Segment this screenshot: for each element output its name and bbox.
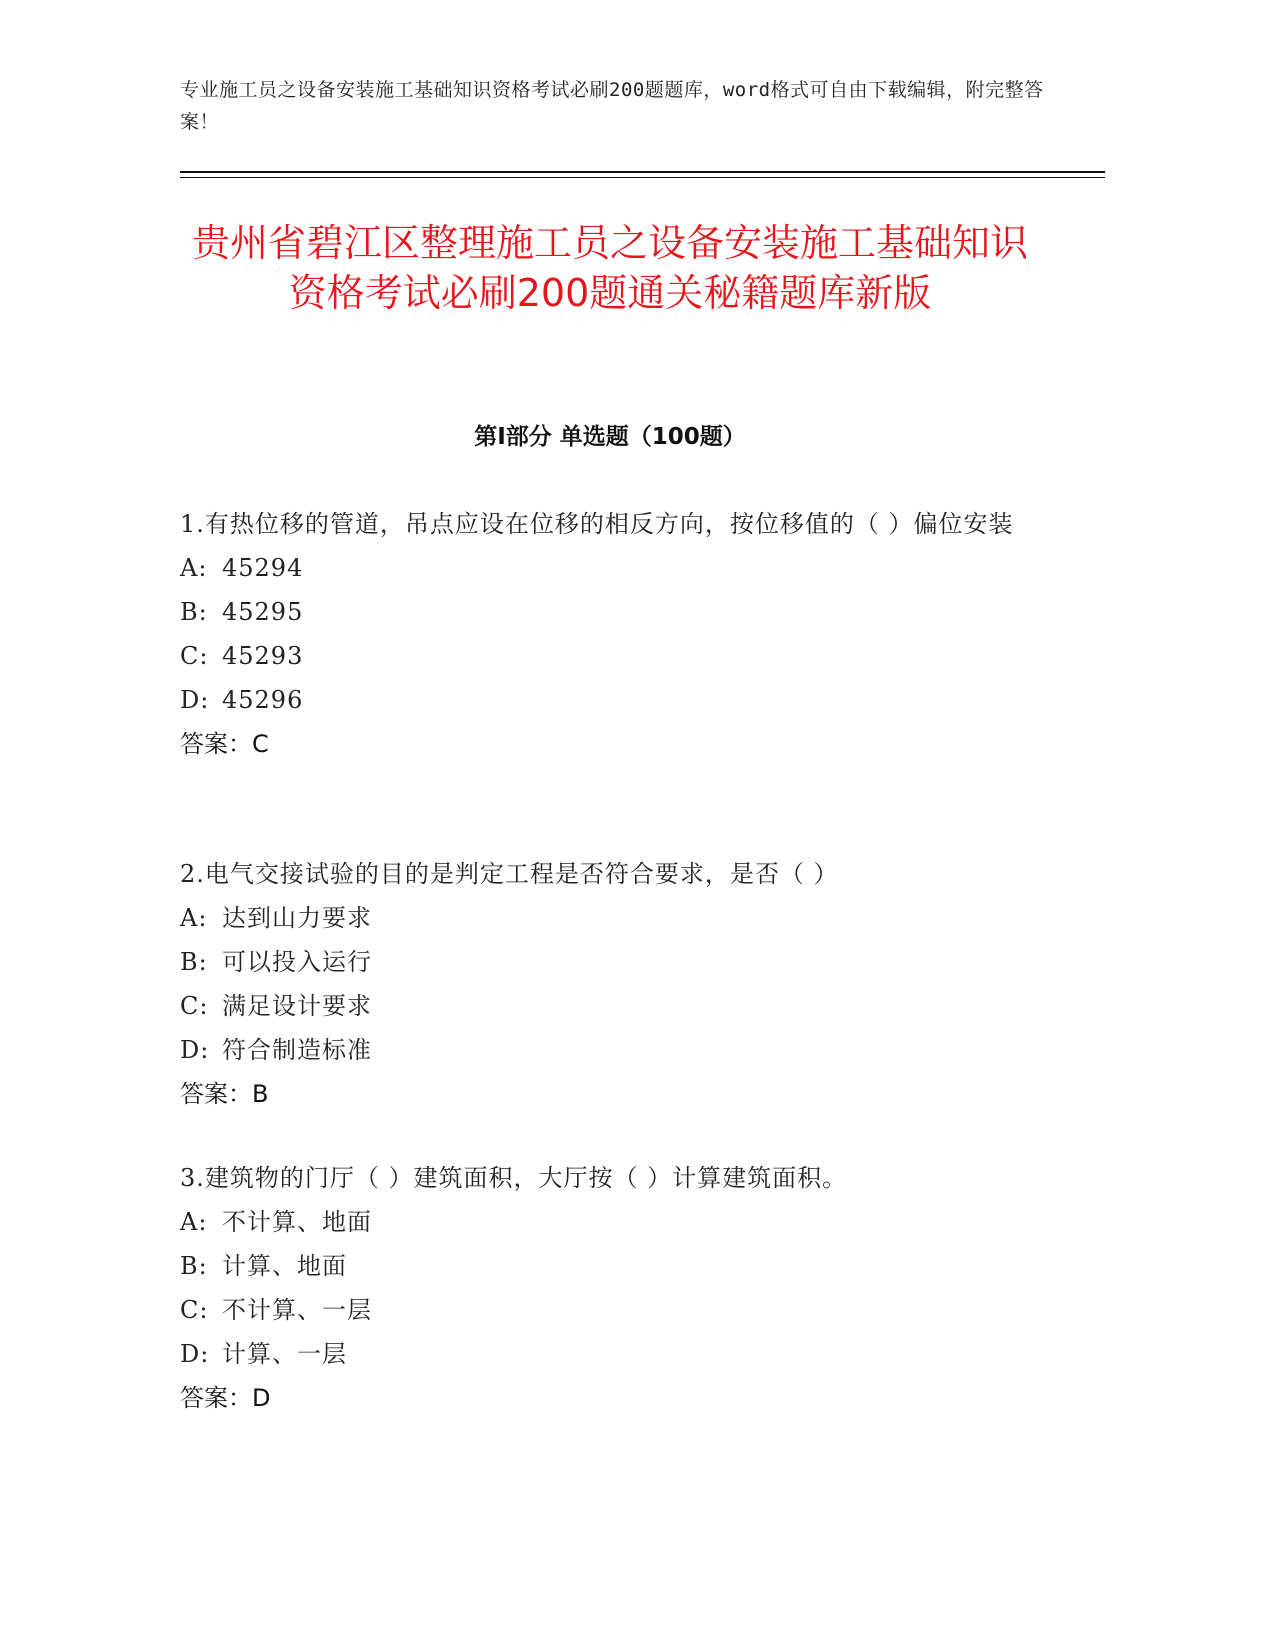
option-text: 不计算、地面 bbox=[222, 1208, 372, 1236]
option-letter: D: bbox=[180, 1340, 210, 1368]
option-text: 45295 bbox=[222, 598, 304, 626]
option-letter: C: bbox=[180, 992, 209, 1020]
option-text: 45293 bbox=[222, 642, 304, 670]
answer: 答案：B bbox=[180, 1080, 269, 1108]
option-letter: A: bbox=[180, 1208, 208, 1236]
option-letter: D: bbox=[180, 686, 210, 714]
question-stem: 1.有热位移的管道，吊点应设在位移的相反方向，按位移值的（ ）偏位安装 bbox=[180, 510, 1014, 538]
option-text: 不计算、一层 bbox=[222, 1296, 372, 1324]
section-title: 第Ⅰ部分 单选题（100题） bbox=[474, 424, 746, 450]
option-text: 满足设计要求 bbox=[222, 992, 372, 1020]
option-b bbox=[180, 590, 1040, 634]
option-text: 45294 bbox=[222, 554, 304, 582]
option-c bbox=[180, 984, 1040, 1028]
option-a bbox=[180, 896, 1040, 940]
question-3 bbox=[180, 1156, 1040, 1420]
question-stem: 2.电气交接试验的目的是判定工程是否符合要求，是否（ ） bbox=[180, 860, 839, 888]
option-a bbox=[180, 1200, 1040, 1244]
option-text: 计算、一层 bbox=[222, 1340, 347, 1368]
option-d bbox=[180, 1028, 1040, 1072]
option-letter: D: bbox=[180, 1036, 210, 1064]
option-c bbox=[180, 1288, 1040, 1332]
option-letter: B: bbox=[180, 948, 208, 976]
option-text: 符合制造标准 bbox=[222, 1036, 372, 1064]
option-text: 计算、地面 bbox=[222, 1252, 347, 1280]
option-letter: C: bbox=[180, 642, 209, 670]
document-title: 贵州省碧江区整理施工员之设备安装施工基础知识资格考试必刷200题通关秘籍题库新版 bbox=[191, 221, 1028, 315]
option-text: 可以投入运行 bbox=[222, 948, 372, 976]
option-letter: A: bbox=[180, 904, 208, 932]
header-rule-thick bbox=[180, 171, 1105, 173]
option-letter: C: bbox=[180, 1296, 209, 1324]
option-a bbox=[180, 546, 1040, 590]
option-b bbox=[180, 1244, 1040, 1288]
option-b bbox=[180, 940, 1040, 984]
header-rule-thin bbox=[180, 177, 1105, 178]
answer: 答案：C bbox=[180, 730, 269, 758]
question-1 bbox=[180, 502, 1040, 766]
option-c bbox=[180, 634, 1040, 678]
option-text: 45296 bbox=[222, 686, 304, 714]
question-2 bbox=[180, 852, 1040, 1116]
answer: 答案：D bbox=[180, 1384, 271, 1412]
option-d bbox=[180, 678, 1040, 722]
option-letter: B: bbox=[180, 1252, 208, 1280]
option-d bbox=[180, 1332, 1040, 1376]
option-letter: A: bbox=[180, 554, 208, 582]
option-text: 达到山力要求 bbox=[222, 904, 372, 932]
header-note: 专业施工员之设备安装施工基础知识资格考试必刷200题题库，word格式可自由下载编辑，附完整答案！ bbox=[180, 79, 1044, 133]
option-letter: B: bbox=[180, 598, 208, 626]
question-stem: 3.建筑物的门厅（ ）建筑面积，大厅按（ ）计算建筑面积。 bbox=[180, 1164, 848, 1192]
